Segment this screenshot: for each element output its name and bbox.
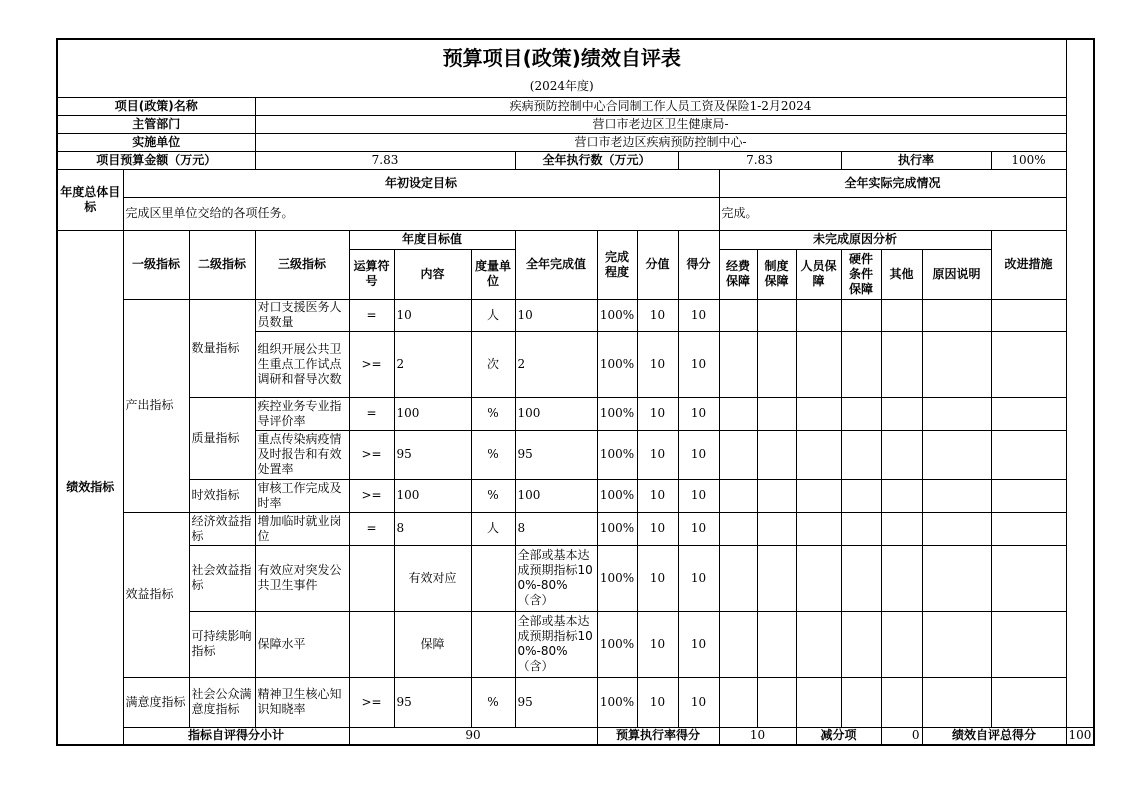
table-row [57, 512, 1094, 545]
indicator-operator: = [349, 299, 394, 331]
performance-indicators-label: 绩效指标 [57, 230, 123, 745]
level3-header: 三级指标 [255, 230, 349, 299]
reason-hardware-header: 硬件条件保障 [841, 249, 881, 299]
project-name-value: 疾病预防控制中心合同制工作人员工资及保险1-2月2024 [255, 97, 1066, 115]
execution-rate-value: 100% [991, 151, 1066, 169]
indicator-actual: 全部或基本达成预期指标100%-80%（含） [515, 611, 597, 677]
indicator-content: 100 [394, 397, 471, 430]
indicator-actual: 95 [515, 430, 597, 479]
indicator-degree: 100% [597, 677, 637, 727]
level1-header: 一级指标 [123, 230, 189, 299]
reason-fund-header: 经费保障 [719, 249, 757, 299]
indicator-unit: 人 [471, 299, 515, 331]
set-goal-text: 完成区里单位交给的各项任务。 [123, 197, 719, 230]
indicator-value: 10 [637, 545, 678, 611]
indicator-score: 10 [678, 299, 719, 331]
indicator-score: 10 [678, 331, 719, 397]
indicator-content: 有效对应 [394, 545, 471, 611]
annual-goal-label: 年度总体目标 [57, 169, 123, 230]
page-title: 预算项目(政策)绩效自评表 [57, 39, 1066, 77]
indicator-name: 有效应对突发公共卫生事件 [255, 545, 349, 611]
indicator-unit: 次 [471, 331, 515, 397]
indicator-score: 10 [678, 397, 719, 430]
department-value: 营口市老边区卫生健康局- [255, 115, 1066, 133]
total-score-value: 100 [1066, 727, 1094, 745]
indicator-operator: >= [349, 331, 394, 397]
indicator-content: 100 [394, 479, 471, 512]
indicator-operator: >= [349, 479, 394, 512]
indicator-content: 95 [394, 430, 471, 479]
annual-target-header: 年度目标值 [349, 230, 515, 249]
indicator-value: 10 [637, 430, 678, 479]
indicator-score: 10 [678, 611, 719, 677]
indicator-unit: % [471, 397, 515, 430]
indicator-degree: 100% [597, 479, 637, 512]
actual-completion-text: 完成。 [719, 197, 1066, 230]
implementing-unit-value: 营口市老边区疾病预防控制中心- [255, 133, 1066, 151]
project-name-label: 项目(政策)名称 [57, 97, 255, 115]
indicator-score: 10 [678, 479, 719, 512]
group-timeliness: 时效指标 [189, 479, 255, 512]
indicator-name: 组织开展公共卫生重点工作试点调研和督导次数 [255, 331, 349, 397]
indicator-unit [471, 545, 515, 611]
indicator-actual: 10 [515, 299, 597, 331]
indicator-name: 审核工作完成及时率 [255, 479, 349, 512]
score-value-header: 分值 [637, 230, 678, 299]
indicator-name: 对口支援医务人员数量 [255, 299, 349, 331]
total-score-label: 绩效自评总得分 [922, 727, 1066, 745]
deduction-label: 减分项 [796, 727, 881, 745]
indicator-actual: 全部或基本达成预期指标100%-80%（含） [515, 545, 597, 611]
deduction-value: 0 [881, 727, 922, 745]
operator-header: 运算符号 [349, 249, 394, 299]
set-goal-header: 年初设定目标 [123, 169, 719, 197]
indicator-name: 重点传染病疫情及时报告和有效处置率 [255, 430, 349, 479]
indicator-value: 10 [637, 512, 678, 545]
indicator-score: 10 [678, 430, 719, 479]
execution-rate-label: 执行率 [841, 151, 991, 169]
indicator-actual: 95 [515, 677, 597, 727]
indicator-operator [349, 545, 394, 611]
table-row [57, 397, 1094, 430]
budget-amount-value: 7.83 [255, 151, 515, 169]
group-sustainability: 可持续影响指标 [189, 611, 255, 677]
indicator-content: 保障 [394, 611, 471, 677]
indicator-operator: >= [349, 677, 394, 727]
indicator-value: 10 [637, 479, 678, 512]
indicator-name: 保障水平 [255, 611, 349, 677]
actual-completion-header: 全年实际完成情况 [719, 169, 1066, 197]
indicator-unit: % [471, 430, 515, 479]
indicator-degree: 100% [597, 397, 637, 430]
budget-amount-label: 项目预算金额（万元） [57, 151, 255, 169]
indicator-actual: 8 [515, 512, 597, 545]
table-row [57, 545, 1094, 611]
indicator-degree: 100% [597, 611, 637, 677]
reason-other-header: 其他 [881, 249, 922, 299]
indicator-score: 10 [678, 512, 719, 545]
content-header: 内容 [394, 249, 471, 299]
indicator-content: 10 [394, 299, 471, 331]
execution-amount-value: 7.83 [678, 151, 841, 169]
indicator-content: 2 [394, 331, 471, 397]
indicator-degree: 100% [597, 512, 637, 545]
indicator-operator: = [349, 397, 394, 430]
indicator-value: 10 [637, 611, 678, 677]
indicator-actual: 100 [515, 479, 597, 512]
indicator-degree: 100% [597, 430, 637, 479]
self-evaluation-table [56, 38, 1095, 746]
indicator-operator: = [349, 512, 394, 545]
execution-amount-label: 全年执行数（万元） [515, 151, 678, 169]
implementing-unit-label: 实施单位 [57, 133, 255, 151]
subtotal-label: 指标自评得分小计 [123, 727, 349, 745]
indicator-degree: 100% [597, 545, 637, 611]
indicator-actual: 100 [515, 397, 597, 430]
indicator-operator: >= [349, 430, 394, 479]
indicator-value: 10 [637, 677, 678, 727]
department-label: 主管部门 [57, 115, 255, 133]
score-header: 得分 [678, 230, 719, 299]
indicator-actual: 2 [515, 331, 597, 397]
indicator-name: 精神卫生核心知识知晓率 [255, 677, 349, 727]
indicator-unit [471, 611, 515, 677]
reason-system-header: 制度保障 [757, 249, 796, 299]
group-satisfaction: 满意度指标 [123, 677, 189, 727]
indicator-score: 10 [678, 545, 719, 611]
group-public-satisfaction: 社会公众满意度指标 [189, 677, 255, 727]
reason-staff-header: 人员保障 [796, 249, 841, 299]
indicator-unit: % [471, 677, 515, 727]
unit-header: 度量单位 [471, 249, 515, 299]
group-quantity: 数量指标 [189, 299, 255, 397]
indicator-degree: 100% [597, 331, 637, 397]
actual-value-header: 全年完成值 [515, 230, 597, 299]
group-benefit: 效益指标 [123, 512, 189, 677]
indicator-value: 10 [637, 331, 678, 397]
reason-analysis-header: 未完成原因分析 [719, 230, 991, 249]
indicator-unit: 人 [471, 512, 515, 545]
rate-score-label: 预算执行率得分 [597, 727, 719, 745]
group-quality: 质量指标 [189, 397, 255, 479]
year-label: (2024年度) [57, 77, 1066, 97]
indicator-content: 95 [394, 677, 471, 727]
level2-header: 二级指标 [189, 230, 255, 299]
indicator-score: 10 [678, 677, 719, 727]
table-row [57, 299, 1094, 331]
indicator-name: 疾控业务专业指导评价率 [255, 397, 349, 430]
group-economic: 经济效益指标 [189, 512, 255, 545]
reason-note-header: 原因说明 [922, 249, 991, 299]
rate-score-value: 10 [719, 727, 796, 745]
subtotal-value: 90 [349, 727, 597, 745]
group-social: 社会效益指标 [189, 545, 255, 611]
indicator-unit: % [471, 479, 515, 512]
indicator-content: 8 [394, 512, 471, 545]
improvement-header: 改进措施 [991, 230, 1066, 299]
indicator-operator [349, 611, 394, 677]
group-output: 产出指标 [123, 299, 189, 512]
indicator-value: 10 [637, 397, 678, 430]
table-row [57, 611, 1094, 677]
indicator-degree: 100% [597, 299, 637, 331]
table-row [57, 677, 1094, 727]
indicator-value: 10 [637, 299, 678, 331]
indicator-name: 增加临时就业岗位 [255, 512, 349, 545]
table-row [57, 479, 1094, 512]
completion-degree-header: 完成程度 [597, 230, 637, 299]
